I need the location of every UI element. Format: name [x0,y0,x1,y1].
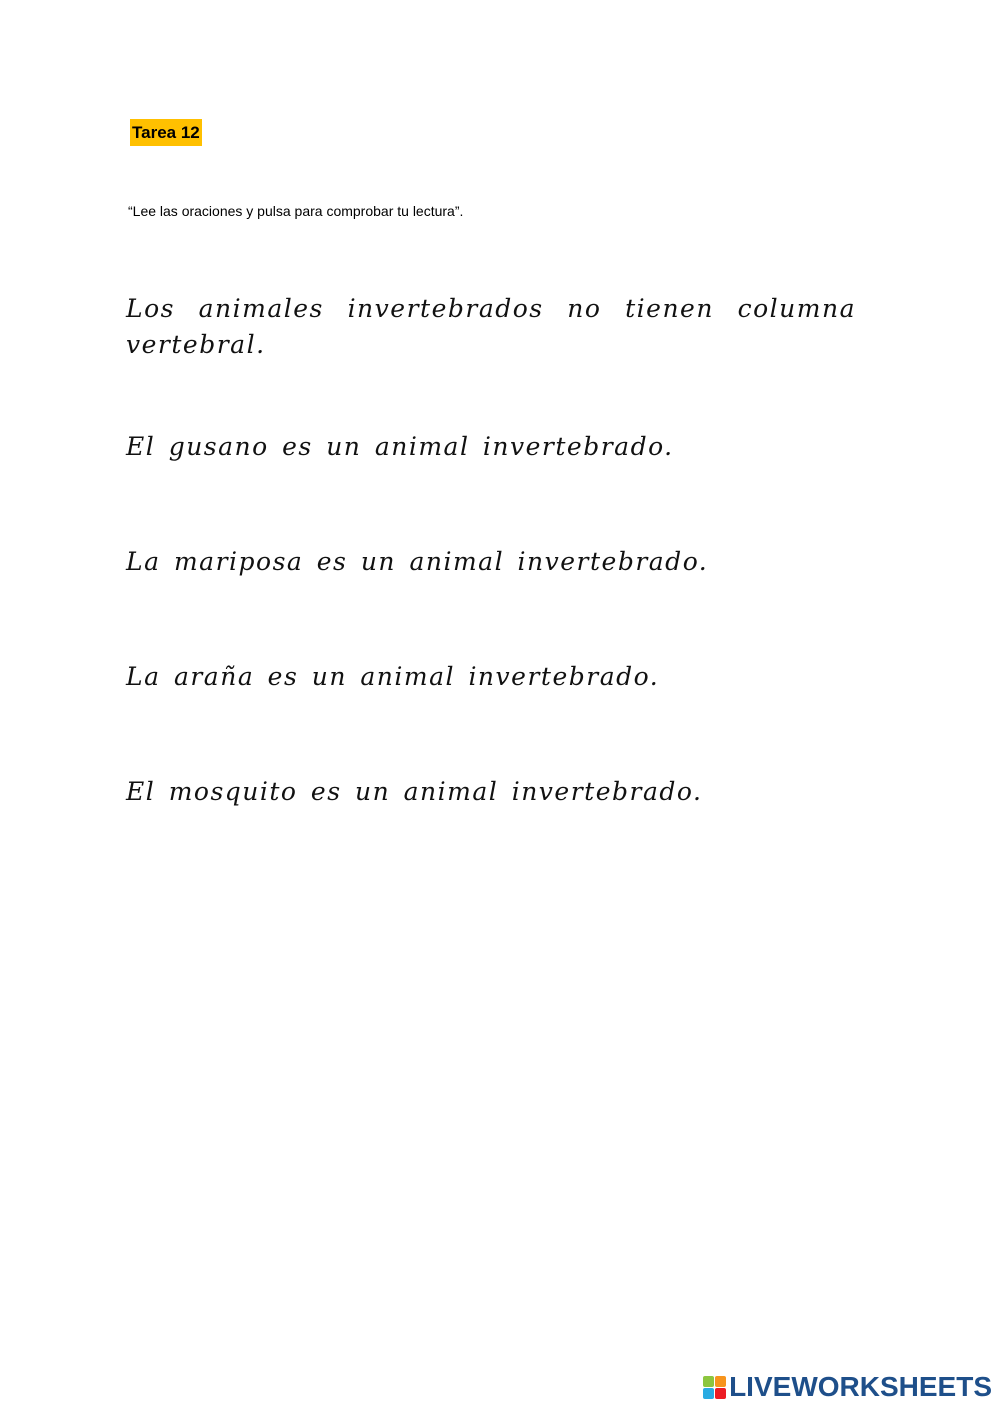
sentence-3: La mariposa es un animal invertebrado. [126,547,709,576]
sentence-1: Los animales invertebrados no tienen columna vertebral. [126,294,856,359]
logo-text: LIVEWORKSHEETS [729,1371,992,1402]
logo-mark-tile [715,1388,726,1399]
task-title: Tarea 12 [130,119,202,146]
sentence-2: El gusano es un animal invertebrado. [126,432,674,461]
logo-mark-tile [703,1376,714,1387]
sentence-4: La araña es un animal invertebrado. [126,662,660,691]
logo-mark-icon [703,1376,726,1399]
logo-mark-tile [703,1388,714,1399]
liveworksheets-logo [703,1371,992,1403]
sentence-5: El mosquito es un animal invertebrado. [126,777,703,806]
instruction-text: “Lee las oraciones y pulsa para comprobar tu lectura”. [128,203,464,219]
logo-mark-tile [715,1376,726,1387]
